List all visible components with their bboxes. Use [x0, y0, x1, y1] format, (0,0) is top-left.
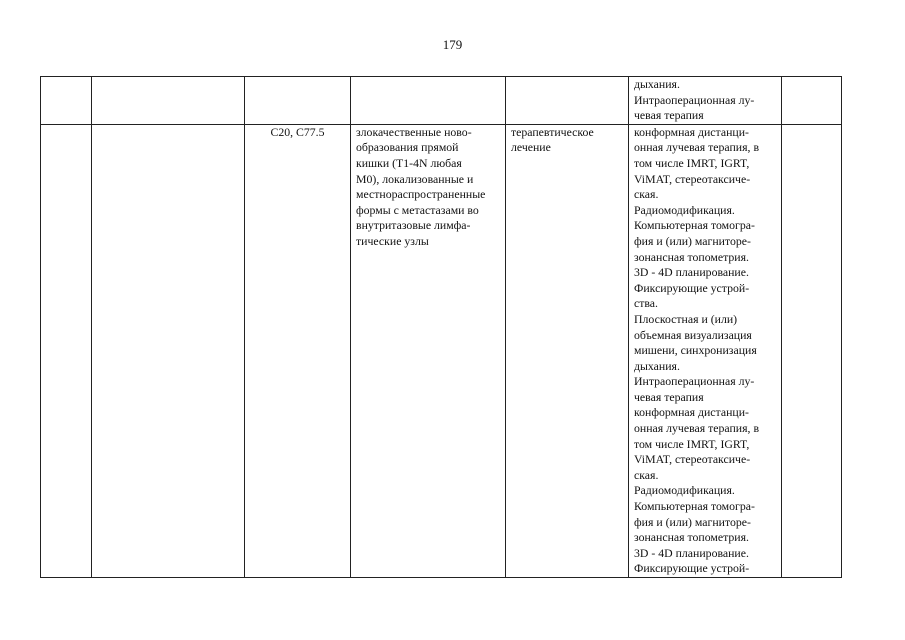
- text-line: 3D - 4D планирование.: [634, 265, 749, 280]
- cell-treatment-method: [629, 124, 782, 577]
- text-line: том числе IMRT, IGRT,: [634, 155, 750, 170]
- text-line: Радиомодификация.: [634, 483, 735, 498]
- cell-standard: [782, 77, 842, 125]
- cell-icd-codes: C20, C77.5: [245, 124, 351, 577]
- cell-treatment-type: [506, 124, 629, 577]
- text-line: ства.: [634, 296, 658, 311]
- text-line: Радиомодификация.: [634, 202, 735, 217]
- text-line: лечение: [511, 140, 551, 155]
- text-line: Интраоперационная лу-: [634, 92, 755, 107]
- text-line: Интраоперационная лу-: [634, 374, 755, 389]
- cell-number: [41, 124, 92, 577]
- text-line: онная лучевая терапия, в: [634, 421, 760, 436]
- cell-profile: [92, 77, 245, 125]
- text-line: том числе IMRT, IGRT,: [634, 436, 750, 451]
- text-line: ViMAT, стереотаксиче-: [634, 452, 751, 467]
- text-line: дыхания.: [634, 77, 680, 91]
- text-line: чевая терапия: [634, 108, 704, 123]
- cell-icd-codes: [245, 77, 351, 125]
- text-line: терапевтическое: [511, 124, 594, 139]
- text-line: дыхания.: [634, 358, 680, 373]
- text-line: внутритазовые лимфа-: [356, 218, 471, 233]
- text-line: Фиксирующие устрой-: [634, 280, 750, 295]
- text-line: тические узлы: [356, 233, 429, 248]
- text-line: ская.: [634, 467, 659, 482]
- table-row: [41, 124, 842, 577]
- text-line: объемная визуализация: [634, 327, 752, 342]
- text-line: Компьютерная томогра-: [634, 499, 755, 514]
- text-line: чевая терапия: [634, 389, 704, 404]
- text-line: M0), локализованные и: [356, 171, 474, 186]
- cell-profile: [92, 124, 245, 577]
- text-line: образования прямой: [356, 140, 459, 155]
- text-line: местнораспространенные: [356, 187, 486, 202]
- text-line: зонансная топометрия.: [634, 530, 749, 545]
- table-row: [41, 77, 842, 125]
- text-line: конформная дистанци-: [634, 405, 749, 420]
- medical-care-table: [40, 76, 842, 578]
- text-line: ViMAT, стереотаксиче-: [634, 171, 751, 186]
- text-line: мишени, синхронизация: [634, 343, 757, 358]
- text-line: 3D - 4D планирование.: [634, 545, 749, 560]
- text-line: формы с метастазами во: [356, 202, 479, 217]
- cell-standard: [782, 124, 842, 577]
- text-line: фия и (или) магниторе-: [634, 514, 751, 529]
- text-line: Фиксирующие устрой-: [634, 561, 750, 576]
- cell-number: [41, 77, 92, 125]
- text-line: онная лучевая терапия, в: [634, 140, 760, 155]
- text-line: Компьютерная томогра-: [634, 218, 755, 233]
- cell-diagnosis: [351, 124, 506, 577]
- text-line: Плоскостная и (или): [634, 311, 738, 326]
- text-line: конформная дистанци-: [634, 124, 749, 139]
- text-line: зонансная топометрия.: [634, 249, 749, 264]
- page-number: 179: [442, 37, 463, 52]
- cell-diagnosis: [351, 77, 506, 125]
- text-line: фия и (или) магниторе-: [634, 233, 751, 248]
- text-line: злокачественные ново-: [356, 124, 472, 139]
- text-line: кишки (T1-4N любая: [356, 155, 462, 170]
- cell-treatment-type: [506, 77, 629, 125]
- text-line: ская.: [634, 187, 659, 202]
- cell-treatment-method: [629, 77, 782, 125]
